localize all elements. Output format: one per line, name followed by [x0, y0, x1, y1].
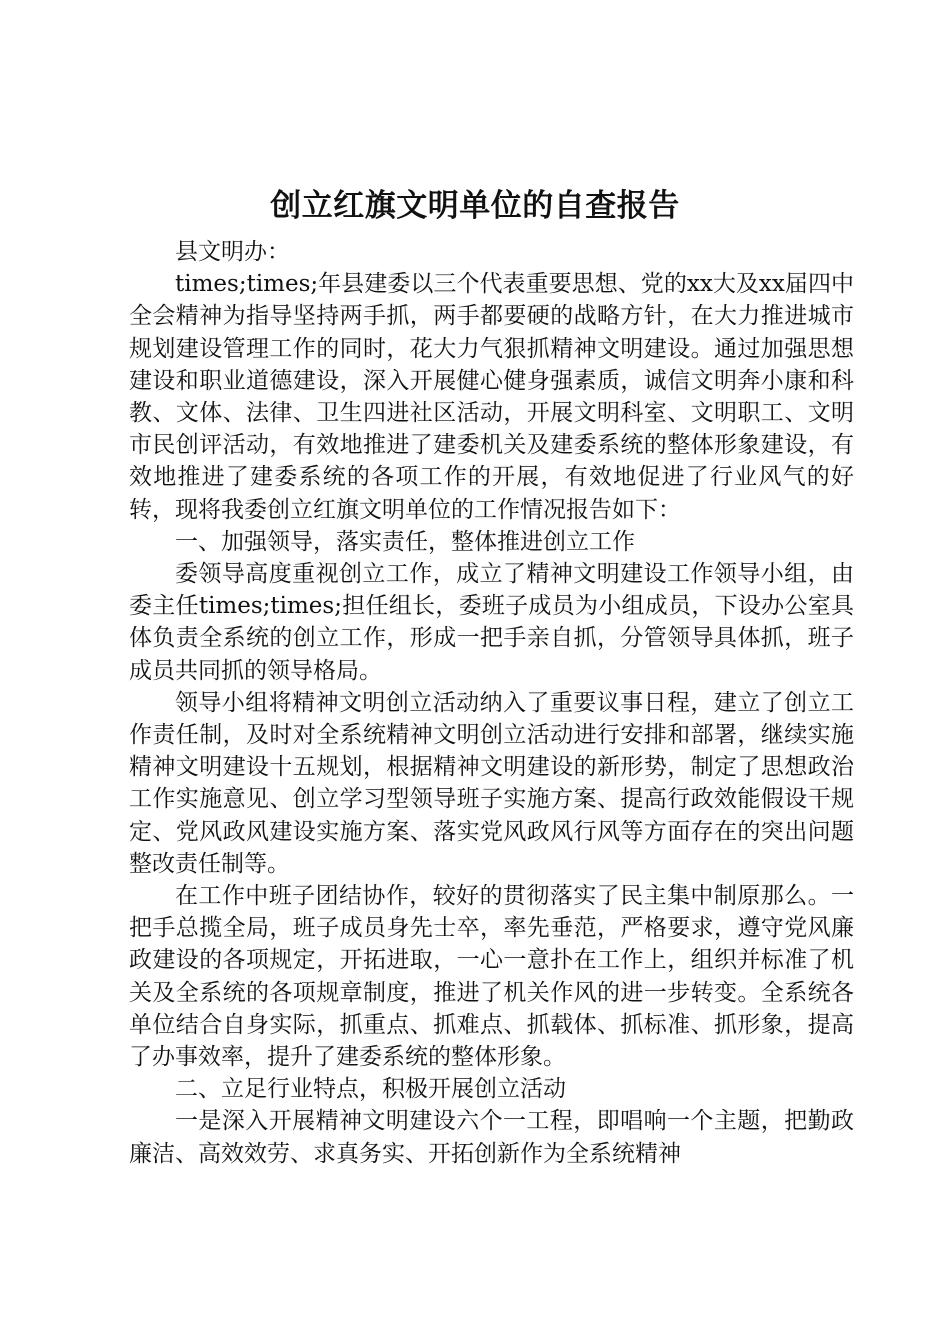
salutation: 县文明办：: [175, 239, 290, 265]
paragraph: 领导小组将精神文明创立活动纳入了重要议事日程，建立了创立工作责任制，及时对全系统精神文明创立活动进行安排和部署，继续实施精神文明建设十五规划，根据精神文明建设的新形势，制定了思想政治工作实施意见、创立学习型领导班子实施方案、提高行政效能假设干规定、党风政风建设实施方案、落实党风政风行风等方面存在的突出问题整改责任制等。: [129, 689, 854, 877]
section-heading-2: 二、立足行业特点，积极开展创立活动: [175, 1076, 566, 1103]
paragraph: 委领导高度重视创立工作，成立了精神文明建设工作领导小组，由委主任times;times;担任组长，委班子成员为小组成员，下设办公室具体负责全系统的创立工作，形成一把手亲自抓，分管领导具体抓，班子成员共同抓的领导格局。: [129, 561, 854, 684]
paragraph: 一是深入开展精神文明建设六个一工程，即唱响一个主题，把勤政廉洁、高效效劳、求真务实、开拓创新作为全系统精神: [129, 1108, 854, 1167]
document-title: 创立红旗文明单位的自查报告: [270, 188, 680, 224]
paragraph: 在工作中班子团结协作，较好的贯彻落实了民主集中制原那么。一把手总揽全局，班子成员身先士卒，率先垂范，严格要求，遵守党风廉政建设的各项规定，开拓进取，一心一意扑在工作上，组织并标准了机关及全系统的各项规章制度，推进了机关作风的进一步转变。全系统各单位结合自身实际，抓重点、抓难点、抓载体、抓标准、抓形象，提高了办事效率，提升了建委系统的整体形象。: [129, 883, 854, 1071]
section-heading-1: 一、加强领导，落实责任，整体推进创立工作: [175, 528, 635, 555]
document-body: [129, 236, 854, 1170]
paragraph-intro: times;times;年县建委以三个代表重要思想、党的xx大及xx届四中全会精神为指导坚持两手抓，两手都要硬的战略方针，在大力推进城市规划建设管理工作的同时，花大力气狠抓精神文明建设。通过加强思想建设和职业道德建设，深入开展健心健身强素质，诚信文明奔小康和科教、文体、法律、卫生四进社区活动，开展文明科室、文明职工、文明市民创评活动，有效地推进了建委机关及建委系统的整体形象建设，有效地推进了建委系统的各项工作的开展，有效地促进了行业风气的好转，现将我委创立红旗文明单位的工作情况报告如下：: [129, 271, 854, 523]
